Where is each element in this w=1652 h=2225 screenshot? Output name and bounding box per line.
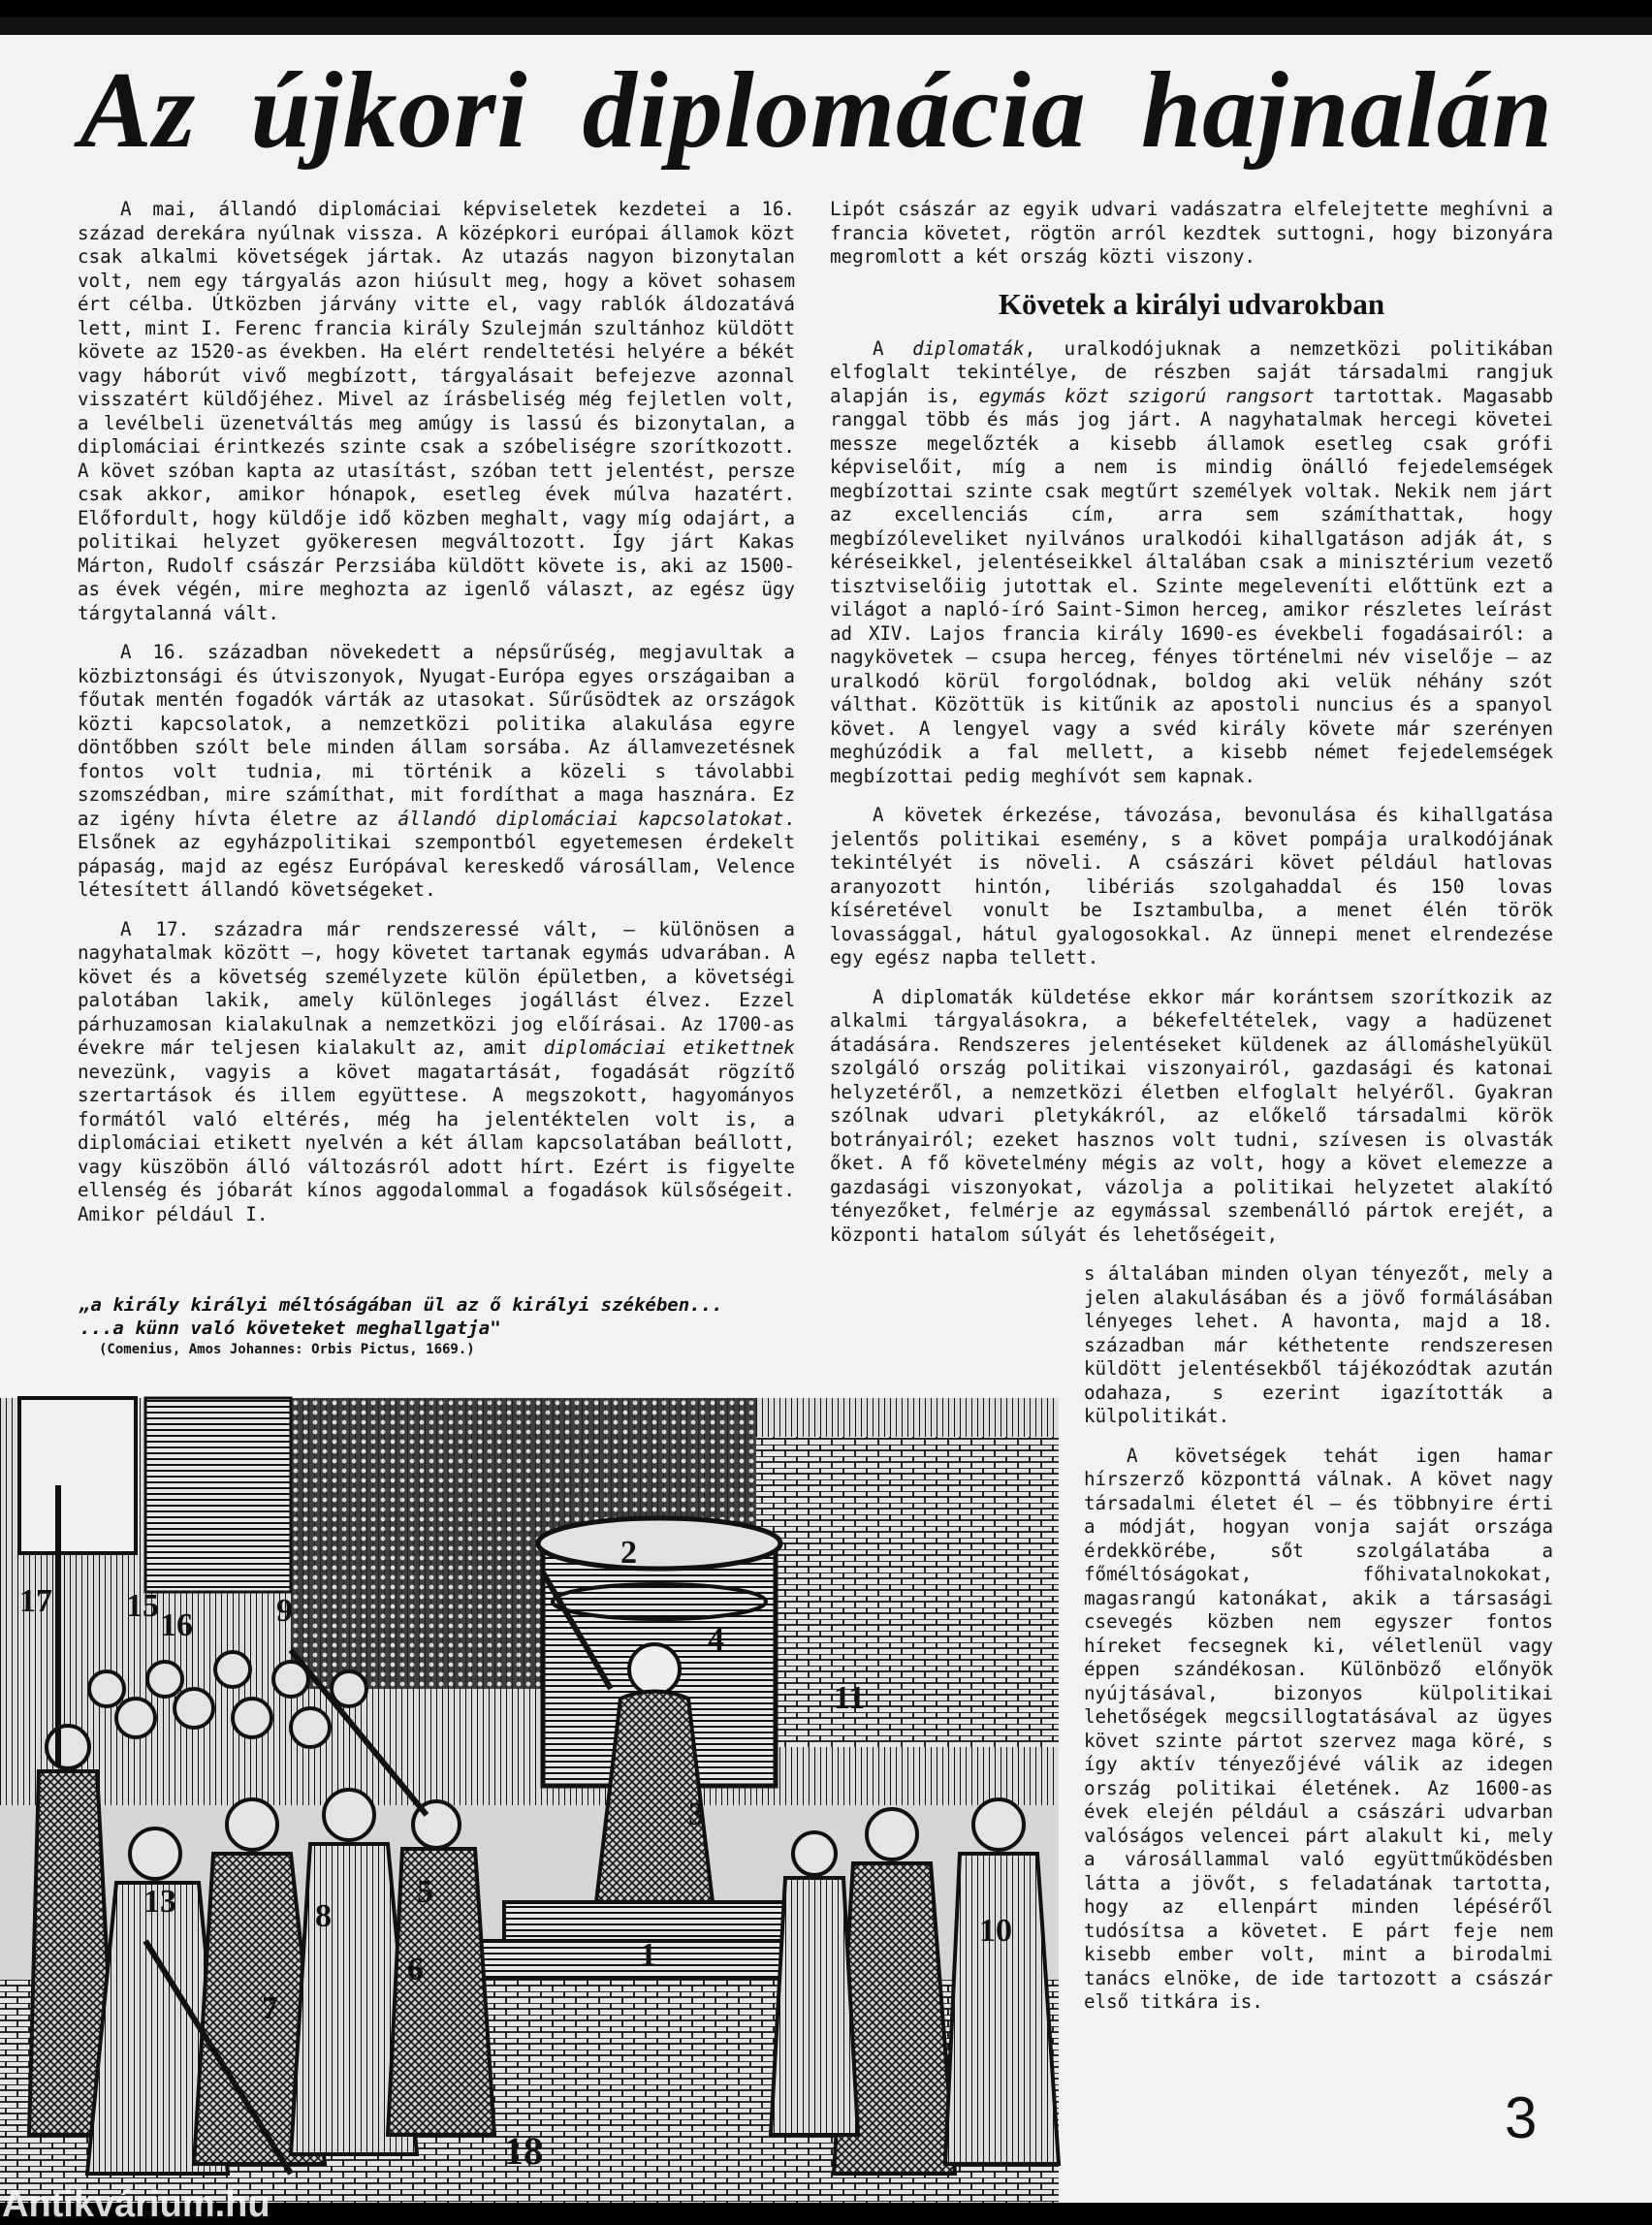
woodcut-illustration [0,1398,1059,2220]
right-paragraph-2: A diplomaták, uralkodójuknak a nemzetközi politikában elfoglalt tekintélye, de részben saját társadalmi rangjuk alapján is, egymás közt szigorú rangsort tartottak. Magasabb ranggal több és más jog járt. A nagyhatalmak hercegi követei messze megelőzték a kisebb államok esetleg csak grófi képviselőit, míg a nem is mindig önálló fejedelemségek megbízottai szinte csak megtűrt személyek voltak. Nekik nem járt az excellenciás cím, arra sem számíthattak, hogy megbízóleveliket nyilvános uralkodói kihallgatáson adják át, s kéréseikkel, jelentéseikkel általában csak a minisztérium vezető tisztviselőiig jutottak el. Szinte megeleveníti előttünk ezt a világot a napló-író Saint-Simon herceg, amikor részletes leírást ad XIV. Lajos francia király 1690-es évekbeli fogadásairól: a nagykövetek — csupa herceg, fényes történelmi név viselője — az uralkodó körül forgolódnak, boldog aki velük néhány szót válthat. Közöttük is kitűnik az apostoli nuncius és a spanyol követ. A lengyel vagy a svéd király követe már szerényen meghúzódik a fal mellett, a kisebb német fejedelemségek megbízottai pedig meghívót sem kapnak. [830,336,1554,787]
figure-number: 2 [620,1535,637,1571]
figure-number: 5 [417,1874,433,1910]
caption-line-2: ...a künn való követeket meghallgatja" [79,1318,501,1339]
left-paragraph-1: A mai, állandó diplomáciai képviseletek kezdetei a 16. század derekára nyúlnak vissza. A középkori európai államok közt csak alkalmi követségek jártak. Az utazás nagyon bizonytalan volt, nem egy tárgyalás azon hiúsult meg, hogy a követ sohasem ért célba. Útközben járvány vitte el, vagy rablók áldozatává lett, mint I. Ferenc francia király Szulejmán szultánhoz küldött követe az 1520-as években. Ha elért rendeltetési helyére a békét vagy háborút vivő megbízott, tárgyalásait befejezve azonnal visszatért küldőjéhez. Mivel az írásbeliség még fejletlen volt, a levélbeli üzenetváltás meg amúgy is lassú és bizonytalan, a diplomáciai érintkezés szinte csak a szóbeliségre szorítkozott. A követ szóban kapta az utasítást, szóban tett jelentést, persze csak akkor, amikor hónapok, esetleg évek múlva hazatért. Előfordult, hogy küldője idő közben meghalt, vagy míg odajárt, a politikai helyzet gyökeresen megváltozott. Így járt Kakas Márton, Rudolf császár Perzsiába küldött követe is, aki az 1500-as évek végén, mire meghozta az igenlő választ, az egész ügy tárgytalanná vált. [78,198,795,624]
figure-number: 17 [19,1583,52,1619]
caption-line-1: „a király királyi méltóságában ül az ő királyi székében... [79,1294,723,1316]
figure-number: 11 [834,1680,866,1716]
figure-number: 10 [979,1913,1012,1949]
magazine-page [0,17,1652,2225]
right-paragraph-4-continued: s általában minden olyan tényezőt, mely a jelen alakulásában és a jövő formálásában lényeges lehet. A havonta, majd a 18. században már kéthetente rendszeresen küldött jelentésekből tájékozódtak azután odahaza, s ezerint igazították a külpolitikát. [1084,1262,1553,1427]
illustration-caption [79,1293,797,1359]
page-number: 3 [1505,2085,1538,2150]
figure-number: 9 [276,1593,293,1629]
figure-number: 6 [407,1952,424,1987]
right-paragraph-5: A követségek tehát igen hamar hírszerző központtá válnak. A követ nagy társadalmi életet él — és többnyire érti a módját, hogyan vonja saját országa érdekkörébe, sőt szolgálatába a főméltóságokat, főhivatalnokokat, magasrangú katonákat, akik a társasági csevegés közben nem egyszer fontos híreket fecsegnek ki, véletlenül vagy éppen szándékosan. Különböző előnyök nyújtásával, bizonyos külpolitikai lehetőségek megcsillogtatásával az ügyes követ szinte pártot szervez maga köré, s így aktív tényezőjévé válik az idegen ország politikai életének. Az 1600-as évek elején például a császári udvarban valóságos velencei párt alakult ki, mely a városállammal való együttműködésben látta a jövőt, s feladatának tartotta, hogy az ellenpárt minden lépéséről tudósítsa a követet. E párt feje nem kisebb ember volt, mint a birodalmi tanács elnöke, de ide tartozott a császár első titkára is. [1084,1444,1553,2013]
left-paragraph-3: A 17. századra már rendszeressé vált, — különösen a nagyhatalmak között —, hogy követet tartanak egymás udvarában. A követ és a követség személyzete külön épületben, a követségi palotában lakik, amely különleges jogállást élvez. Ezzel párhuzamosan kialakulnak a nemzetközi jog előírásai. Az 1700-as évekre már teljesen kialakult az, amit diplomáciai etikettnek nevezünk, vagyis a követ magatartását, fogadását rögzítő szertartások és illem együttese. A megszokott, hagyományos formától való eltérés, még ha jelentéktelen volt is, a diplomáciai etikett nyelvén a két állam kapcsolatában beállott, vagy küszöbön álló változásról adott hírt. Ezért is figyelte ellenség és jóbarát kínos aggodalommal a fogadások külsőségeit. Amikor például I. [78,917,795,1225]
figure-number: 4 [708,1622,724,1658]
figure-number: 3 [688,1796,705,1832]
figure-number-18: 18 [504,2129,543,2173]
italic-phrase: diplomáciai etikettnek [543,1036,795,1059]
caption-source: (Comenius, Amos Johannes: Orbis Pictus, 1669.) [99,1342,475,1357]
left-column [78,198,795,1242]
figure-number: 7 [262,1990,278,2026]
figure-number: 15 [126,1588,159,1624]
figure-number: 8 [315,1898,332,1934]
figure-number: 16 [160,1607,193,1643]
right-column [830,198,1553,1262]
figure-number: 1 [640,1937,656,1973]
right-paragraph-4: A diplomaták küldetése ekkor már korántsem szorítkozik az alkalmi tárgyalásokra, a békefeltételek, vagy a hadüzenet átadására. Rendszeres jelentéseket küldenek az állomáshelyükül szolgáló ország politikai viszonyairól, gazdasági és katonai helyzetéről, a nemzetközi életben elfoglalt helyéről. Gyakran szólnak udvari pletykákról, az előkelő társadalmi körök botrányairól; ezeket hasznos volt tudni, szívesen is olvasták őket. A fő követelmény mégis az volt, hogy a követ elemezze a gazdasági viszonyokat, vázolja a politikai helyzetet alakító tényezőket, felmérje az egymással szembenálló pártok erejét, a központi hatalom súlyát és lehetőségeit, [830,985,1553,1246]
woodcut-svg [0,1398,1059,2203]
italic-phrase: egymás közt szigorú rangsort [978,384,1315,407]
top-black-strip [0,17,1652,35]
italic-phrase: állandó diplomáciai kapcsolatokat [397,807,784,830]
figure-number: 13 [143,1884,176,1920]
right-paragraph-3: A követek érkezése, távozása, bevonulása és kihallgatása jelentős politikai esemény, s a követ pompája uralkodójának tekintélyét is növeli. A császári követ például hatlovas aranyozott hintón, libériás szolgahaddal és 150 lovas kíséretével vonult be Isztambulba, a menet élén török lovassággal, hátul gyalogosokkal. Az ünnepi menet elrendezése egy egész napba tellett. [830,804,1553,969]
right-paragraph-1: Lipót császár az egyik udvari vadászatra elfelejtette meghívni a francia követet, rögtön arról kezdtek suttogni, hogy bizonyára megromlott a két ország közti viszony. [830,198,1553,268]
right-column-narrow [1084,1262,1553,2030]
italic-phrase: diplomaták [912,336,1025,360]
watermark: Antikvárium.hu [2,2184,270,2225]
article-title: Az újkori diplomácia hajnalán [79,50,1553,171]
left-paragraph-2: A 16. században növekedett a népsűrűség, megjavultak a közbiztonsági és útviszonyok, Nyugat-Európa egyes országaiban a főutak mentén fogadók várták az utasokat. Sűrűsödtek az országok közti kapcsolatok, a nemzetközi politika alakulása egyre döntőbben szólt bele minden állam sorsába. Az államvezetésnek fontos volt tudnia, mi történik a közeli s távolabbi szomszédban, mire számíthat, mit fordíthat a maga hasznára. Ez az igény hívta életre az állandó diplomáciai kapcsolatokat. Elsőnek az egyházpolitikai szempontból egyetemesen érdekelt pápaság, majd az egész Európával kereskedő városállam, Velence létesített állandó követségeket. [78,641,795,901]
section-subheading: Követek a királyi udvarokban [998,286,1385,321]
